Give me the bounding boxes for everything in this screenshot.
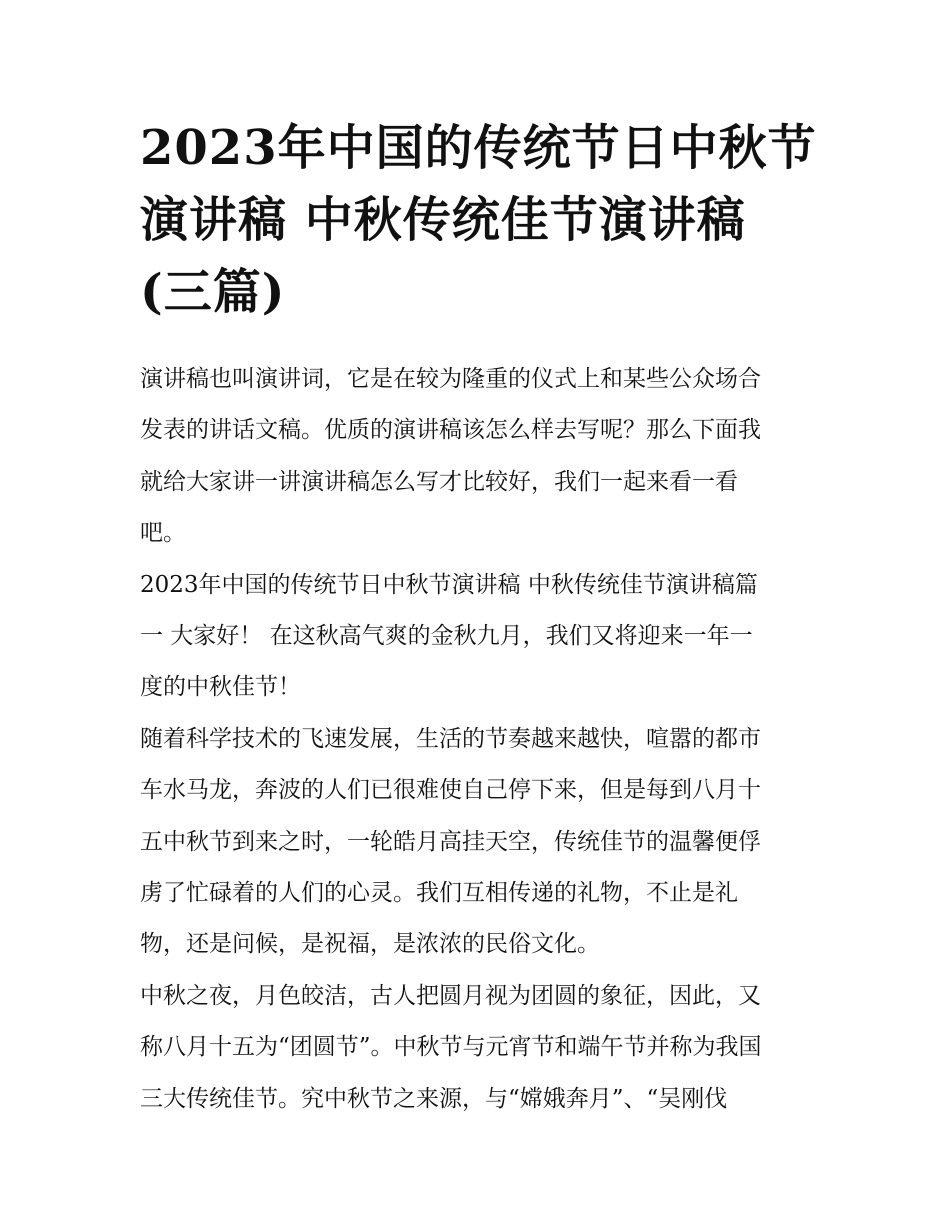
body-paragraph: [140, 714, 812, 971]
text-line: 称八月十五为“团圆节”。中秋节与元宵节和端午节并称为我国: [140, 1034, 762, 1061]
text-line: 发表的讲话文稿。优质的演讲稿该怎么样去写呢？那么下面我: [140, 417, 761, 444]
text-line: 随着科学技术的飞速发展，生活的节奏越来越快，喧嚣的都市: [140, 725, 761, 752]
text-line: 中秋之夜，月色皎洁，古人把圆月视为团圆的象征，因此，又: [140, 982, 761, 1009]
text-line: 三大传统佳节。究中秋节之来源，与“嫦娥奔月”、“吴刚伐: [140, 1085, 728, 1112]
text-line: 车水马龙，奔波的人们已很难使自己停下来，但是每到八月十: [140, 777, 761, 804]
title-line: (三篇): [140, 264, 286, 320]
title-line: 2023年中国的传统节日中秋节: [140, 120, 817, 176]
document-page: [140, 112, 817, 1125]
text-line: 虏了忙碌着的人们的心灵。我们互相传递的礼物，不止是礼: [140, 880, 738, 907]
speech-opening-paragraph: [140, 560, 812, 714]
text-line: 吧。: [140, 520, 186, 547]
text-line: 演讲稿也叫演讲词，它是在较为隆重的仪式上和某些公众场合: [140, 366, 761, 392]
text-line: 就给大家讲一讲演讲稿怎么写才比较好，我们一起来看一看: [140, 468, 738, 495]
body-paragraph: [140, 971, 812, 1125]
text-line: 度的中秋佳节！: [140, 674, 301, 701]
document-title: [140, 112, 817, 328]
title-line: 演讲稿 中秋传统佳节演讲稿: [140, 192, 746, 248]
text-line: 一 大家好！ 在这秋高气爽的金秋九月，我们又将迎来一年一: [140, 623, 753, 650]
text-line: 2023年中国的传统节日中秋节演讲稿 中秋传统佳节演讲稿篇: [140, 571, 758, 598]
document-body: [140, 354, 812, 1125]
text-line: 五中秋节到来之时，一轮皓月高挂天空，传统佳节的温馨便俘: [140, 828, 761, 855]
intro-paragraph: [140, 354, 812, 560]
text-line: 物，还是问候，是祝福，是浓浓的民俗文化。: [140, 931, 600, 958]
